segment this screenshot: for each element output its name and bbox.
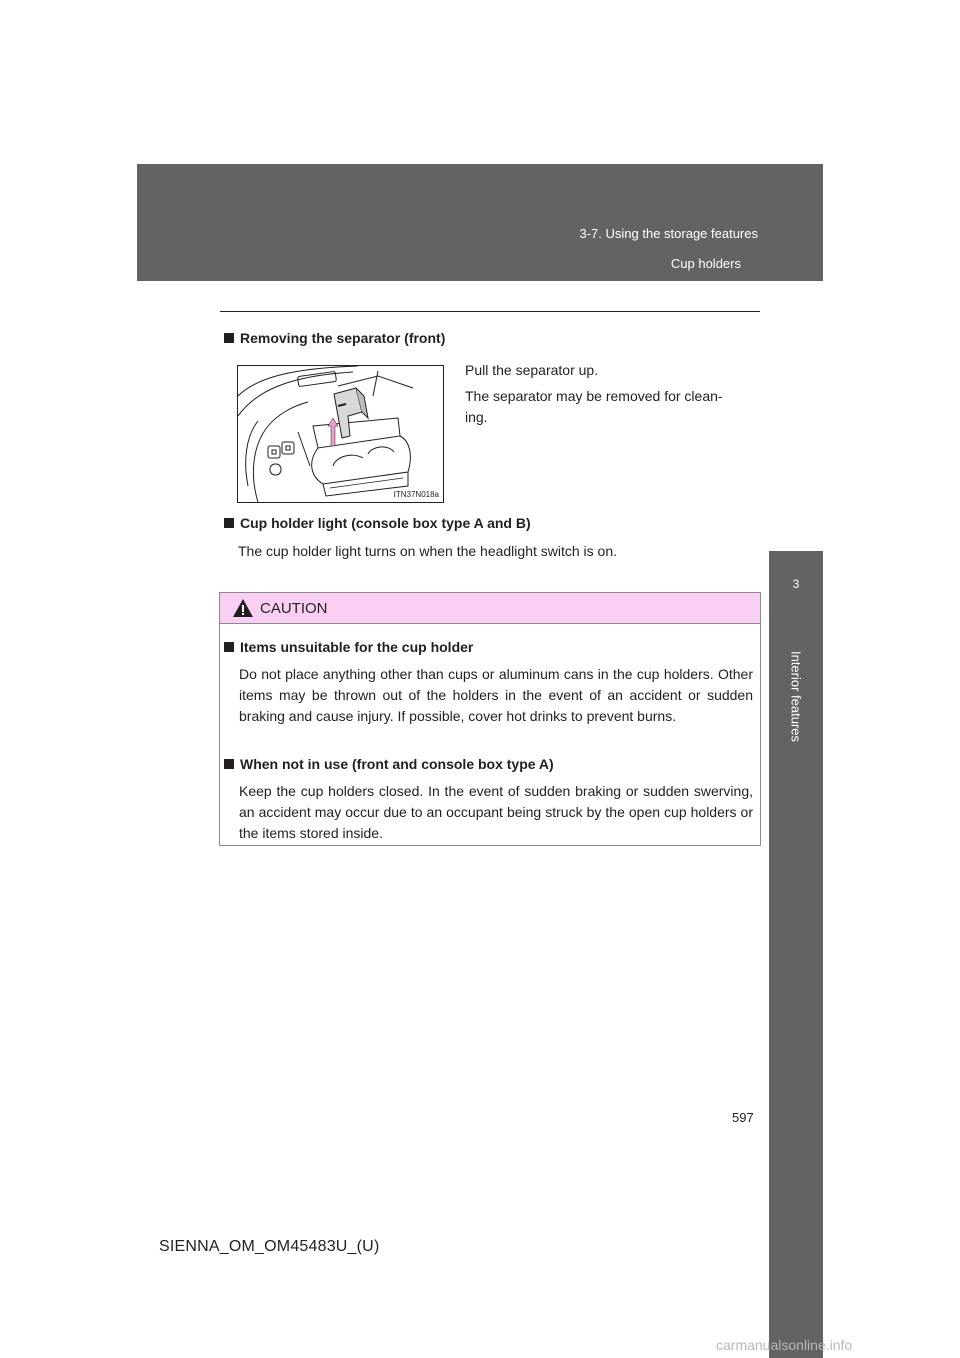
warning-triangle-icon: [232, 598, 254, 618]
cup-holder-light-heading: Cup holder light (console box type A and B): [224, 515, 531, 531]
page-number: 597: [732, 1110, 754, 1125]
caution-header: [220, 593, 760, 624]
separator-instruction: Pull the separator up.: [465, 362, 599, 378]
cup-holder-light-text: The cup holder light turns on when the headlight switch is on.: [238, 543, 618, 559]
caution-item1-text: Do not place anything other than cups or aluminum cans in the cup holders. Other items may be thrown out of the holders in the event of an accident or sudden braking and cause injury. If possible, cover hot drinks to prevent burns.: [239, 666, 753, 724]
chapter-number: 3: [792, 577, 800, 591]
caution-title: CAUTION: [260, 600, 328, 617]
figure-code: ITN37N018a: [393, 490, 439, 499]
removing-separator-heading: Removing the separator (front): [224, 330, 445, 346]
chapter-tab: [769, 551, 823, 621]
caution-item1-heading: Items unsuitable for the cup holder: [224, 639, 473, 655]
document-id: SIENNA_OM_OM45483U_(U): [159, 1238, 380, 1255]
pull-up-arrow-icon: [328, 418, 338, 446]
watermark: carmanualsonline.info: [716, 1337, 853, 1353]
section-rule: [220, 311, 760, 312]
separator-note-line1: The separator may be removed for clean-: [465, 388, 723, 404]
bullet-square-icon: [224, 642, 234, 652]
chapter-tab-strip: [769, 621, 823, 1358]
cup-holder-drawing: [238, 366, 443, 502]
chapter-title: Interior features: [788, 650, 804, 743]
caution-item2-text: Keep the cup holders closed. In the event of sudden braking or sudden swerving, an accident may occur due to an occupant being struck by the open cup holders or the items stored inside.: [239, 783, 753, 841]
subsection-title: Cup holders: [670, 256, 741, 271]
bullet-square-icon: [224, 518, 234, 528]
separator-note-line2: ing.: [465, 409, 488, 425]
section-title: 3-7. Using the storage features: [579, 226, 758, 241]
separator-illustration: [237, 365, 444, 503]
caution-box: [219, 592, 761, 846]
bullet-square-icon: [224, 759, 234, 769]
caution-item2-heading: When not in use (front and console box type A): [224, 756, 554, 772]
bullet-square-icon: [224, 333, 234, 343]
header-band: [137, 164, 823, 281]
